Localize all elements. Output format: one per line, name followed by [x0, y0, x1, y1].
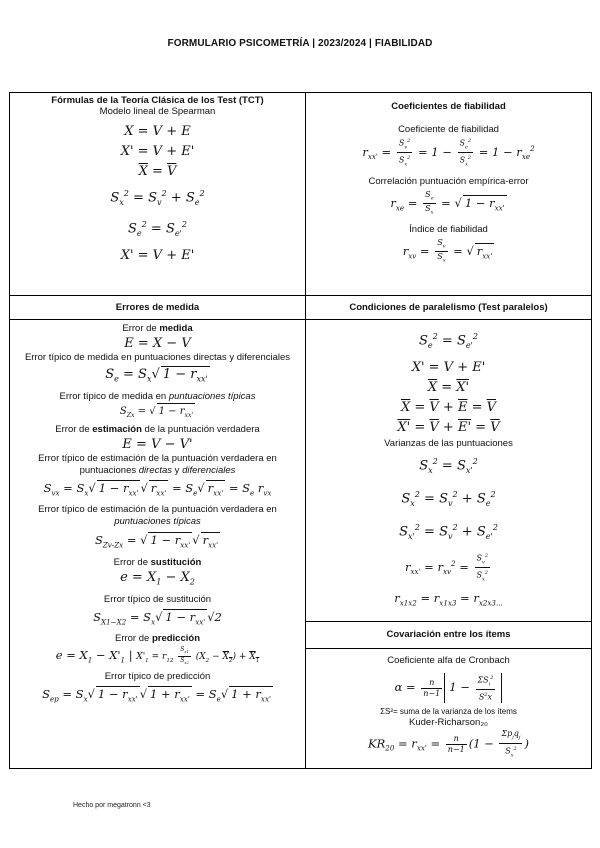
covariacion-header: Covariación entre los ítems [386, 629, 511, 640]
coeficiente-fiabilidad-label: Coeficiente de fiabilidad [398, 124, 499, 135]
suma-varianza-note: ΣS²= suma de la varianza de los ítems [380, 707, 517, 716]
coeficientes-header: Coeficientes de fiabilidad [391, 101, 506, 112]
alfa-cronbach-label: Coeficiente alfa de Cronbach [387, 655, 510, 666]
error-tipico-sustitucion-label: Error típico de sustitución [103, 593, 212, 605]
tct-header: Fórmulas de la Teoría Clásica de los Test (TCT) [51, 95, 264, 106]
formula-par-rx1x2: $r_{x1x2} = r_{x1x3} = r_{x2x3...}$ [394, 591, 503, 608]
formula-rxv: $r_{xv}$ = $\frac{S_v}{S_x}$ = √ $r_{xx'}$ [402, 237, 493, 265]
correlacion-label: Correlación puntuación empírica-error [368, 175, 529, 187]
error-estimacion-label: Error de estimación de la puntuación verdadera [55, 423, 260, 435]
row-divider [10, 295, 591, 296]
row-divider [305, 621, 591, 622]
formula-par-sx-sum: $S_x^2 = S_v^2 + S_e^2$ [401, 489, 496, 508]
formula-alfa: α = $\frac{n}{n-1}$ 1 − $\frac{\Sigma S_i^2}{S^2x}$ [306, 667, 591, 707]
formula-szv-zx: $S_{Zv-Zx}$ = √ $1 - r_{xx'}$ √ $r_{xx'}$ [10, 528, 305, 557]
errores-header: Errores de medida [115, 302, 200, 313]
formula-prediccion: $e = X_1 - X'_1$ | $X'_1 = r_{12}$ $\frac{S_{x1}}{S_{x2}}$ $(X_2 - X_2) + X_1$ [55, 645, 260, 666]
document-title: FORMULARIO PSICOMETRÍA | 2023/2024 | FIABILIDAD [167, 38, 433, 49]
paralelismo-header: Condiciones de paralelismo (Test paralelos) [349, 302, 548, 313]
formula-error-variance: $S_e^2 = S_{e'}^2$ [128, 219, 187, 238]
formula-e-x1-x2: $e = X_1 - X_2$ [120, 570, 195, 587]
coeficientes-section [306, 101, 591, 266]
formula-xbar-vbar: $\overline{X} = \overline{V}$ [138, 164, 177, 179]
formula-par-xp: X' = V + E' [411, 359, 486, 375]
error-prediccion-label: Error de predicción [114, 633, 200, 645]
kuder-richarson-label: Kuder-Richarson₂₀ [409, 717, 488, 728]
error-tipico-prediccion-label: Error típico de predicción [104, 670, 211, 682]
row-divider [305, 648, 591, 649]
tct-subtitle: Modelo lineal de Spearman [99, 106, 216, 117]
formula-sep: $S_{ep} = S_x√$ $1 - r_{xx'}$ √ $1 + r_{xx'} = S_e√$ $1 + r_{xx'}$ [10, 683, 305, 710]
formula-rxe: $r_{xe}$ = $\frac{S_e}{S_x}$ = √ $1 - r_{xx'}$ [390, 189, 505, 216]
formula-xp-v-ep-2: X' = V + E' [120, 247, 195, 263]
paralelismo-section [306, 327, 591, 613]
formula-par-rxx: $r_{xx'} = r_{xv}^2$ = $\frac{S_v^2}{S_x^2}$ [405, 552, 488, 583]
formula-x-v-e: X = V + E [124, 124, 191, 139]
formula-e-v-vp: E = V − V' [122, 436, 193, 452]
formula-xp-v-ep: X' = V + E' [120, 144, 195, 159]
covariacion-section [306, 655, 591, 762]
indice-fiabilidad-label: Índice de fiabilidad [409, 223, 488, 235]
formula-variance-sum: $S_x^2 = S_v^2 + S_e^2$ [110, 189, 205, 207]
error-tipico-estimacion-tipicas-label: Error típico de estimación de la puntuación verdadera en puntuaciones típicas [38, 503, 277, 527]
formula-rxx: $r_{xx'}$ = $\frac{S_v^2}{S_x^2}$ = 1 − $\frac{S_e^2}{S_x^2}$ = $1 - r_{xe}^2$ [362, 138, 535, 168]
formula-kr20: $KR_{20} = r_{xx'}$ = $\frac{n}{n-1}$ (1 − $\frac{\Sigma p_jq_j}{S_x^2}$ ) [368, 729, 529, 758]
formula-par-xpbar-sum: $X' = \overline{V} + E' = \overline{V}$ [397, 419, 500, 435]
formula-par-xbar: $\overline{X} = X'$ [427, 379, 470, 395]
formula-table [9, 92, 592, 769]
error-tipico-estimacion-label: Error típico de estimación de la puntuación verdadera en puntuaciones directas y diferenciales [38, 452, 277, 476]
error-sustitucion-label: Error de sustitución [113, 557, 202, 569]
footer-credit: Hecho por megatronn <3 [73, 802, 151, 809]
tct-section [10, 95, 305, 266]
formula-se: $S_e = S_x√$ $1 - r_{xx'}$ [10, 364, 305, 391]
varianzas-label: Varianzas de las puntuaciones [384, 437, 513, 449]
formula-par-se: $S_e^2 = S_{e'}^2$ [419, 332, 478, 350]
row-divider [10, 319, 591, 320]
formula-sx1-x2: $S_{X1-X2} = S_x√$ $1 - r_{xx'}$ √2 [10, 606, 305, 633]
formula-par-sx: $S_x^2 = S_{x'}^2$ [419, 456, 478, 475]
errores-section [10, 323, 305, 710]
error-tipico-directas-label: Error típico de medida en puntuaciones directas y diferenciales [24, 352, 291, 363]
formula-e-x-v: E = X − V [124, 336, 191, 351]
formula-svx: $S_{vx} = S_x√$ $1 - r_{xx'}$ √ $r_{xx'} = S_e√$ $r_{xx'} = S_e$ $r_{vx}$ [10, 477, 305, 504]
formula-szx: $S_{Zx}$ = √ $1 - r_{xx'}$ [10, 403, 305, 424]
formula-par-xbar-sum: $\overline{X} = \overline{V} + \overline{E} = \overline{V}$ [400, 399, 497, 415]
error-medida-label: Error de medida [122, 323, 193, 334]
error-tipico-tipicas-label: Error típico de medida en puntuaciones típicas [59, 390, 256, 402]
formula-par-sxp-sum: $S_{x'}^2 = S_v^2 + S_{e'}^2$ [399, 522, 498, 541]
